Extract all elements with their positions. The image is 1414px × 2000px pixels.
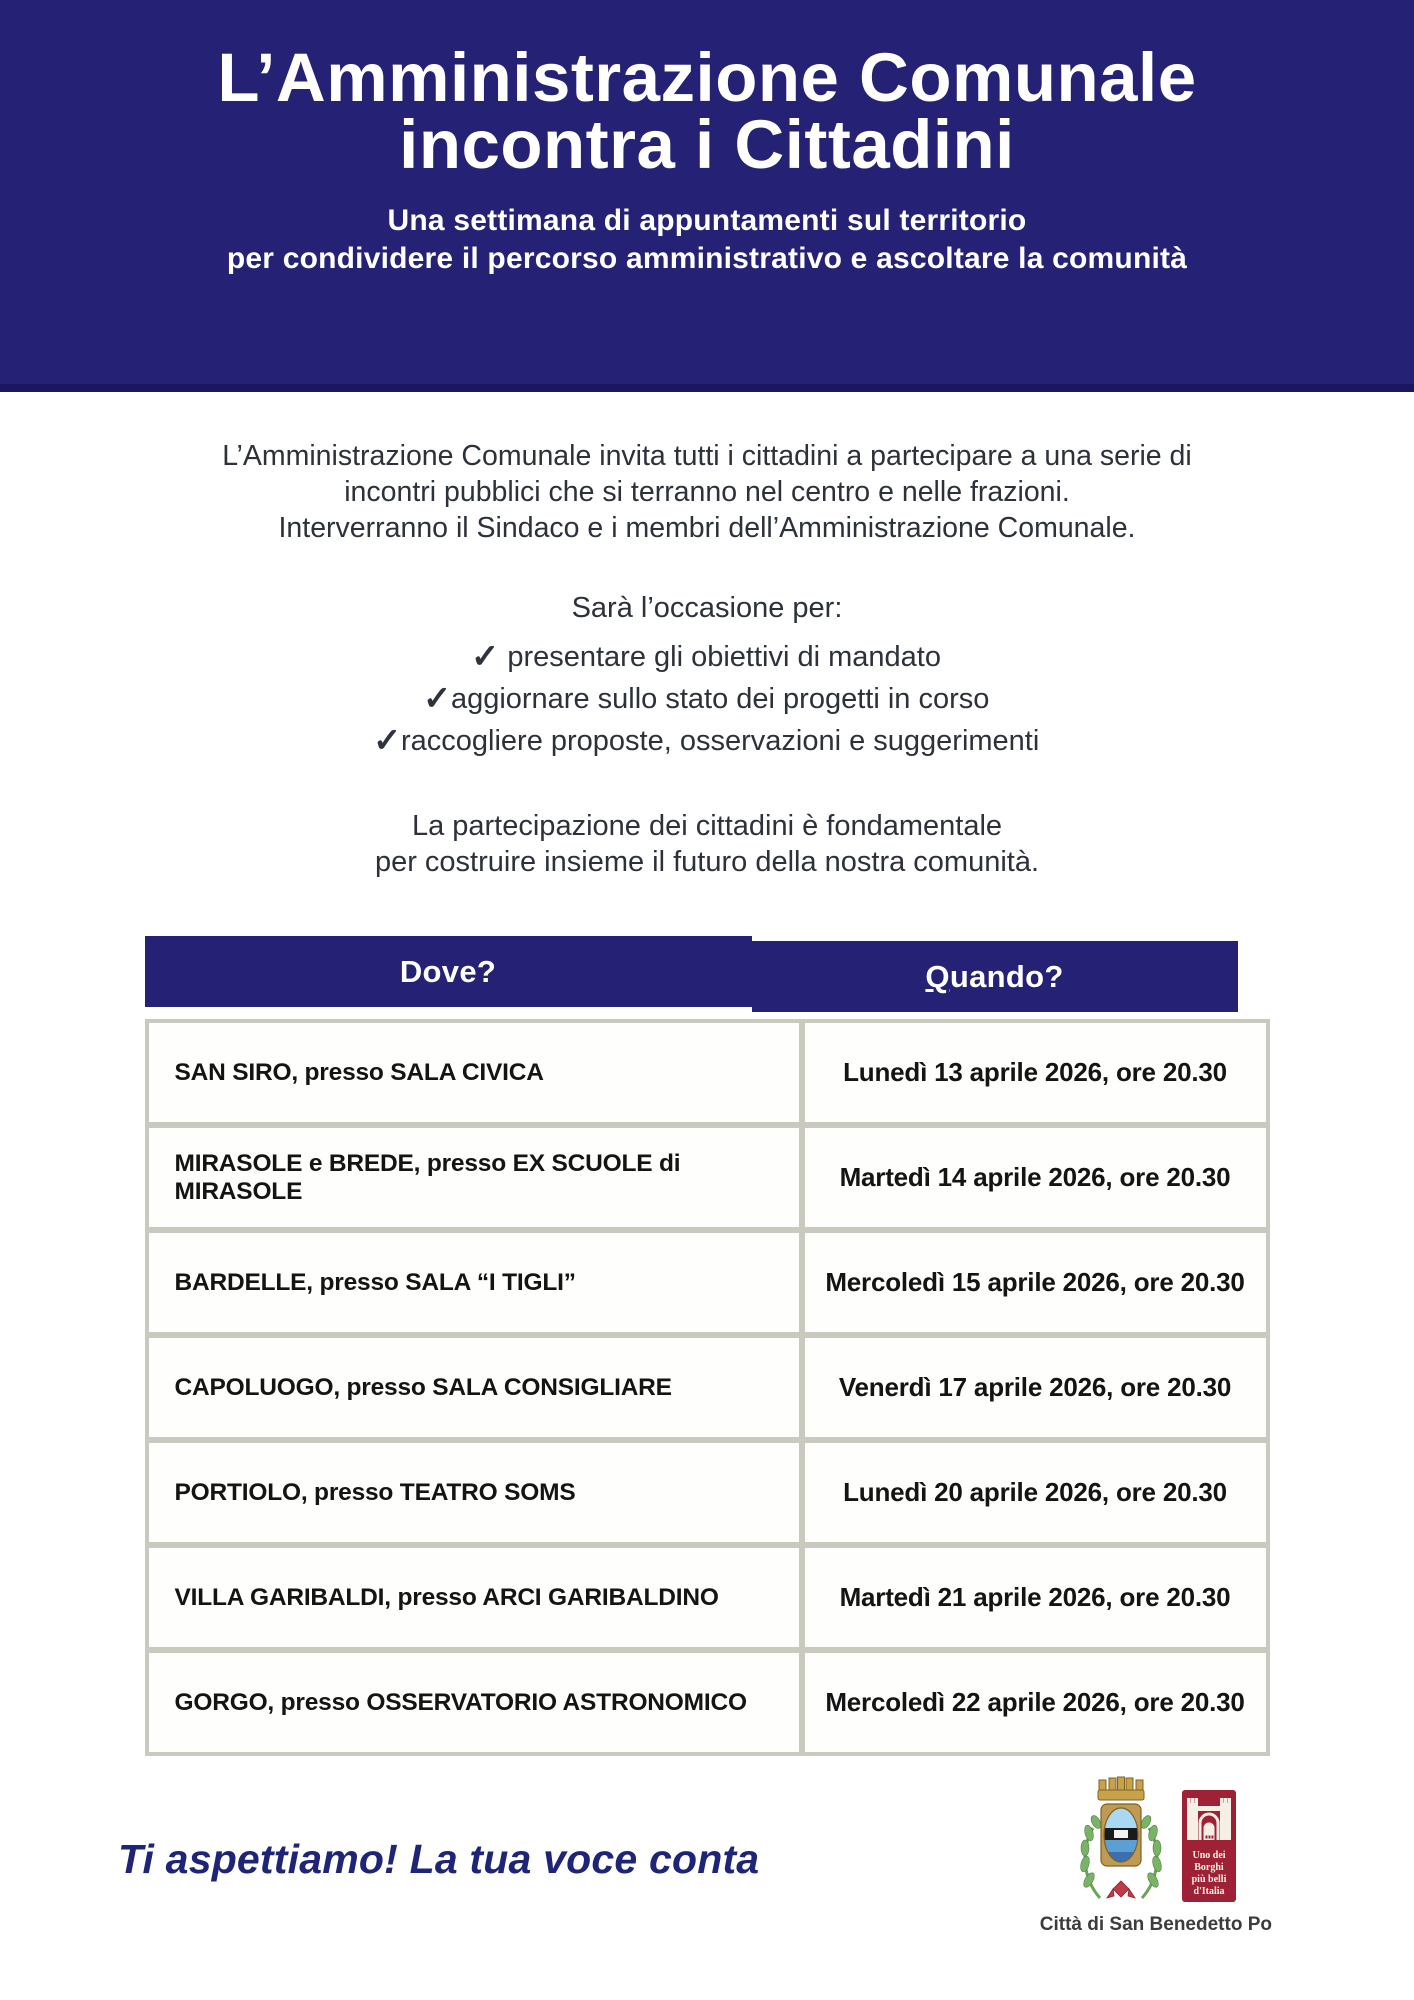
logos-block <box>1040 1776 1272 1936</box>
checklist-item-text: aggiornare sullo stato dei progetti in corso <box>450 683 990 715</box>
table-row-5-dove: VILLA GARIBALDI, presso ARCI GARIBALDINO <box>149 1548 799 1647</box>
table-row-4-dove: PORTIOLO, presso TEATRO SOMS <box>149 1443 799 1542</box>
checklist-item <box>0 636 1414 678</box>
checkmark-icon: ✓ <box>471 638 500 676</box>
table-row-2-dove: BARDELLE, presso SALA “I TIGLI” <box>149 1233 799 1332</box>
checklist <box>0 636 1414 762</box>
table-row-3-dove: CAPOLUOGO, presso SALA CONSIGLIARE <box>149 1338 799 1437</box>
intro-line: incontri pubblici che si terranno nel centro e nelle frazioni. <box>344 476 1070 508</box>
occasion-heading: Sarà l’occasione per: <box>571 592 843 624</box>
svg-text:d'Italia: d'Italia <box>1193 1886 1225 1897</box>
table-body <box>145 1019 1270 1756</box>
title-line-1: L’Amministrazione Comunale <box>217 39 1197 116</box>
checklist-item-text: presentare gli obiettivi di mandato <box>507 641 941 673</box>
table-row-1-dove: MIRASOLE e BREDE, presso EX SCUOLE di MIRASOLE <box>149 1128 799 1227</box>
checklist-item <box>0 720 1414 762</box>
table-row-0-dove: SAN SIRO, presso SALA CIVICA <box>149 1023 799 1122</box>
borghi-logo-icon <box>1182 1790 1236 1902</box>
title-line-2: incontra i Cittadini <box>399 106 1015 183</box>
svg-text:Uno dei: Uno dei <box>1192 1850 1226 1861</box>
svg-text:più belli: più belli <box>1191 1874 1227 1885</box>
participation-line: per costruire insieme il futuro della nostra comunità. <box>374 846 1040 878</box>
svg-text:Borghi: Borghi <box>1194 1862 1224 1873</box>
tagline: Ti aspettiamo! La tua voce conta <box>118 1836 760 1882</box>
subtitle-line-2: per condividere il percorso amministrativo e ascoltare la comunità <box>226 242 1188 275</box>
table-row-6-quando: Mercoledì 22 aprile 2026, ore 20.30 <box>805 1653 1266 1752</box>
footer <box>0 1756 1414 1936</box>
table-row-2-quando: Mercoledì 15 aprile 2026, ore 20.30 <box>805 1233 1266 1332</box>
table-row-6-dove: GORGO, presso OSSERVATORIO ASTRONOMICO <box>149 1653 799 1752</box>
table-row-0-quando: Lunedì 13 aprile 2026, ore 20.30 <box>805 1023 1266 1122</box>
intro-line: L’Amministrazione Comunale invita tutti i cittadini a partecipare a una serie di <box>222 440 1192 472</box>
intro-paragraph <box>0 438 1414 546</box>
subtitle <box>0 202 1414 278</box>
intro-line: Interverranno il Sindaco e i membri dell’Amministrazione Comunale. <box>278 512 1136 544</box>
table-row-5-quando: Martedì 21 aprile 2026, ore 20.30 <box>805 1548 1266 1647</box>
page-title <box>0 39 1414 183</box>
city-coat-of-arms-icon <box>1076 1776 1166 1906</box>
table-row-4-quando: Lunedì 20 aprile 2026, ore 20.30 <box>805 1443 1266 1542</box>
column-header-dove: Dove? <box>145 936 752 1007</box>
header-band <box>0 0 1414 392</box>
table-row-3-quando: Venerdì 17 aprile 2026, ore 20.30 <box>805 1338 1266 1437</box>
checklist-item-text: raccogliere proposte, osservazioni e suggerimenti <box>400 725 1040 757</box>
schedule-table <box>145 936 1270 1756</box>
table-header-row <box>145 936 1238 1012</box>
subtitle-line-1: Una settimana di appuntamenti sul territorio <box>387 204 1027 237</box>
checklist-item <box>0 678 1414 720</box>
participation-line: La partecipazione dei cittadini è fondamentale <box>411 810 1003 842</box>
column-header-quando: Quando? <box>752 941 1238 1012</box>
table-row-1-quando: Martedì 14 aprile 2026, ore 20.30 <box>805 1128 1266 1227</box>
checkmark-icon: ✓ <box>372 722 401 760</box>
checkmark-icon: ✓ <box>422 680 451 718</box>
city-caption: Città di San Benedetto Po <box>1039 1914 1272 1935</box>
participation-note <box>0 808 1414 880</box>
